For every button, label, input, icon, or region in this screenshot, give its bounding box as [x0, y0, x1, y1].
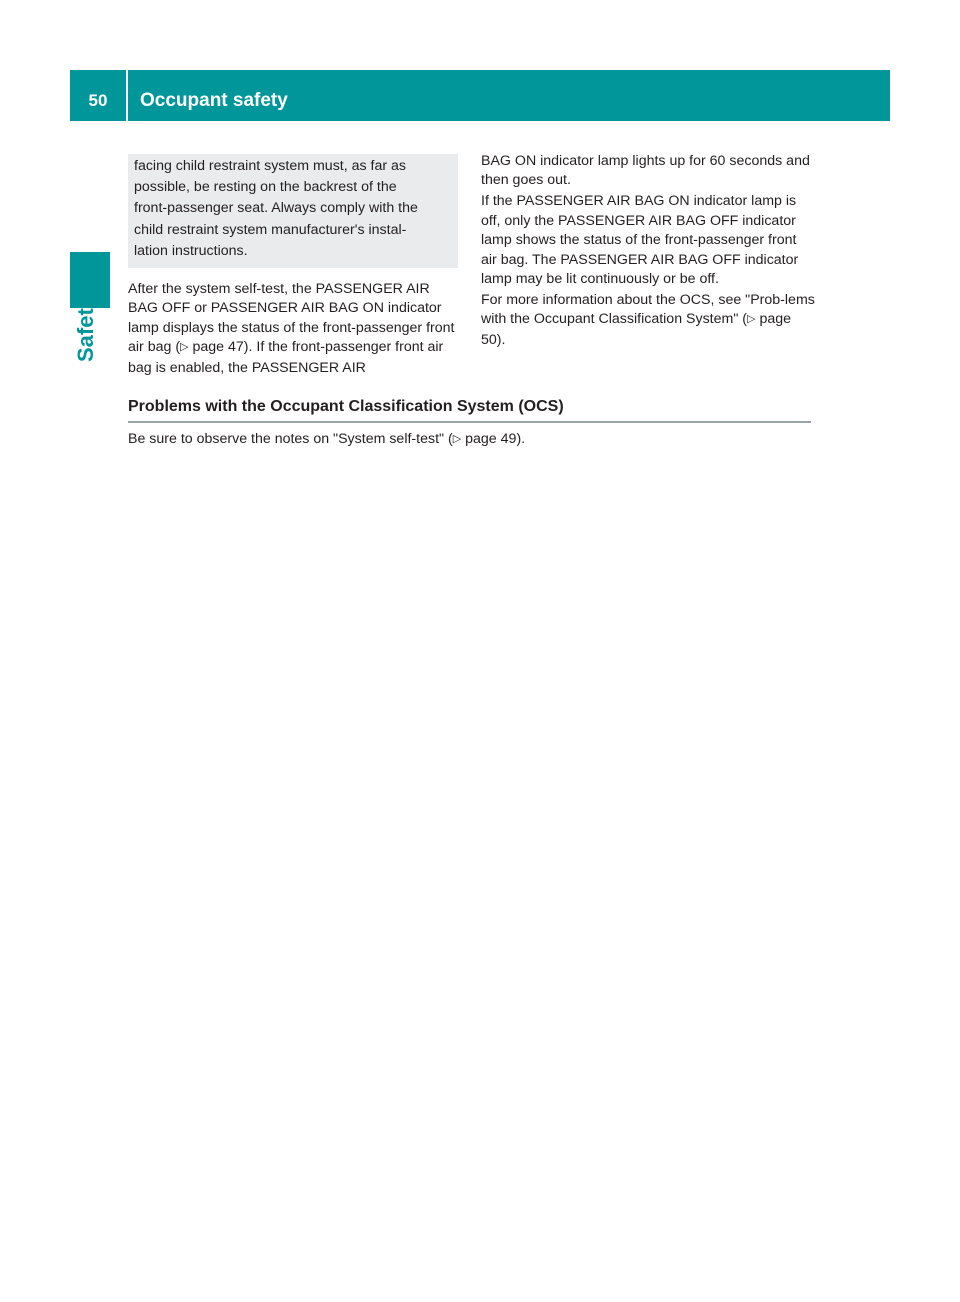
subsection-paragraph [128, 430, 811, 450]
paragraph-text: ). [496, 331, 506, 348]
page-number: 50 [88, 91, 108, 110]
paragraph-text: For more information about the OCS, see "Prob-lems with the Occupant Classification System" ( [481, 291, 815, 328]
note-line: possible, be resting on the backrest of the [134, 179, 397, 196]
header-divider [126, 70, 128, 121]
observe-notes-paragraph [128, 430, 811, 450]
note-box [128, 154, 458, 268]
page-header [70, 70, 890, 121]
paragraph-text: After the system self-test, the PASSENGER AIR BAG OFF or PASSENGER AIR BAG ON indicator lamp displays the status of the front-passenger front air bag ( [128, 281, 455, 356]
page-reference-link[interactable]: page 49 [465, 431, 517, 447]
paragraph-text: ). If the front-passenger front air bag is enabled, the PASSENGER AIR [128, 339, 444, 376]
left-column-paragraph [128, 280, 460, 378]
page-reference-link[interactable]: page 47 [192, 339, 244, 356]
paragraph-text: ). [516, 431, 526, 447]
note-line: facing child restraint system must, as far as [134, 158, 407, 174]
page-reference-link[interactable]: page 50 [481, 311, 792, 348]
indicator-lamp-paragraph: BAG ON indicator lamp lights up for 60 seconds and then goes out. [481, 153, 810, 189]
note-line: child restraint system manufacturer's instal- [134, 221, 407, 238]
subsection-heading: Problems with the Occupant Classification System (OCS) [128, 396, 811, 423]
section-title: Occupant safety [140, 90, 288, 111]
indicator-lamp-status-paragraph: If the PASSENGER AIR BAG ON indicator lamp is off, only the PASSENGER AIR BAG OFF indicator lamp shows the status of the front-passenger front air bag. The PASSENGER AIR BAG OFF indicator lamp may be lit continuously or be off. [481, 193, 799, 287]
note-line: front-passenger seat. Always comply with the [134, 200, 418, 217]
page-reference-arrow-icon: ▷ [452, 433, 462, 445]
page-reference-arrow-icon: ▷ [180, 341, 189, 354]
note-line: lation instructions. [134, 242, 248, 259]
self-test-paragraph [128, 280, 460, 378]
side-tab-label: Safety [73, 295, 98, 362]
page-reference-arrow-icon: ▷ [747, 313, 756, 326]
right-column [481, 152, 815, 352]
ocs-info-paragraph [481, 291, 815, 350]
paragraph-text: Be sure to observe the notes on "System self-test" ( [128, 431, 453, 447]
